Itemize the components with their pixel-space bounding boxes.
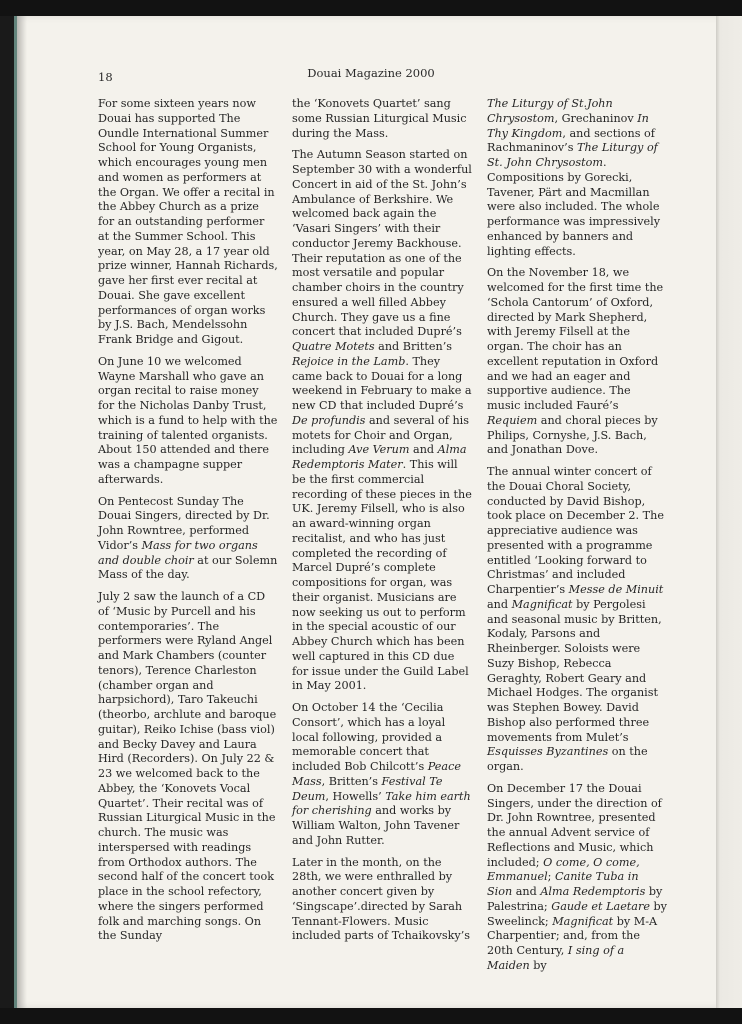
text-run: The annual winter concert of the Douai Choral Society, conducted by David Bishop, took place on December 2. The appreciative audience was presented with a programme entitled ‘Looking forward to Christmas’ and included Charpentier’s: [487, 465, 664, 596]
text-run: and choral pieces by Philips, Cornyshe, J.S. Bach, and Jonathan Dove.: [487, 413, 658, 457]
text-run: and works by William Walton, John Tavener and John Rutter.: [292, 804, 460, 847]
italic-title: Canite Tuba in Sion: [487, 870, 639, 898]
paragraph: [292, 97, 472, 141]
text-run: . Compositions by Gorecki, Tavener, Pärt and Macmillan were also included. The whole performance was impressively enhanced by banners and lighting effects.: [487, 156, 661, 258]
paragraph: [98, 97, 278, 348]
italic-title: The Liturgy of St.John Chrysostom: [487, 97, 613, 125]
italic-title: Messe de Minuit: [568, 583, 664, 596]
italic-title: Take him earth for cherishing: [292, 789, 471, 818]
italic-title: Esquisses Byzantines: [487, 745, 609, 759]
text-run: Later in the month, on the 28th, we were enthralled by another concert given by ‘Singscape’.directed by Sarah Tennant-Flowers. Music included parts of Tchaikovsky’s: [292, 855, 471, 943]
paragraph: [487, 97, 667, 259]
paragraph: [292, 701, 472, 849]
text-run: , and sections of Rachmaninov’s: [487, 126, 655, 155]
italic-title: I sing of a Maiden: [487, 944, 625, 972]
italic-title: O come, O come, Emmanuel: [487, 855, 640, 884]
text-column-3: [487, 97, 667, 981]
paragraph: [98, 495, 278, 584]
text-run: and Britten’s: [374, 340, 453, 353]
text-run: at our Solemn Mass of the day.: [98, 553, 278, 582]
italic-title: Quatre Motets: [292, 340, 375, 353]
italic-title: Alma Redemptoris Mater: [292, 443, 467, 471]
text-run: and: [487, 597, 512, 611]
italic-title: Ave Verum: [348, 443, 410, 457]
italic-title: Magnificat: [552, 914, 614, 928]
text-run: On December 17 the Douai Singers, under the direction of Dr. John Rowntree, presented the annual Advent service of Reflections and Music, which included;: [487, 781, 662, 869]
text-run: On Pentecost Sunday The Douai Singers, directed by Dr. John Rowntree, performed Vidor’s: [98, 494, 270, 552]
text-run: , Britten’s: [321, 774, 382, 788]
text-run: On June 10 we welcomed Wayne Marshall who gave an organ recital to raise money for the Nicholas Danby Trust, which is a fund to help with the training of talented organists. About 150 attended and there was a champagne supper afterwards.: [98, 354, 278, 486]
text-run: For some sixteen years now Douai has supported The Oundle International Summer School for Young Organists, which encourages young men and women as performers at the Organ. We offer a recital in the Abbey Church as a prize for an outstanding performer at the Summer School. This year, on May 28, a 17 year old prize winner, Hannah Richards, gave her first ever recital at Douai. She gave excellent performances of organ works by J.S. Bach, Mendelssohn Frank Bridge and Gigout.: [98, 97, 278, 346]
facing-page-edge: [716, 16, 742, 1008]
italic-title: In Thy Kingdom: [487, 111, 649, 140]
paragraph: [487, 782, 667, 974]
paragraph: [98, 590, 278, 944]
text-run: , Grechaninov: [554, 111, 638, 125]
text-run: on the organ.: [487, 745, 648, 773]
text-run: ;: [547, 870, 555, 884]
text-run: by: [529, 958, 547, 972]
text-run: . They came back to Douai for a long weekend in February to make a new CD that included Dupré’s: [292, 354, 472, 412]
italic-title: De profundis: [292, 413, 366, 427]
text-run: by Pergolesi and seasonal music by Britten, Kodaly, Parsons and Rheinberger. Soloists were Suzy Bishop, Rebecca Geraghty, Robert Geary and Michael Hodges. The organist was Stephen Bowey. David Bishop also performed three movements from Mulet’s: [487, 597, 662, 744]
text-run: and: [512, 885, 541, 898]
gutter-shadow: [17, 16, 27, 1008]
italic-title: Magnificat: [511, 597, 573, 611]
italic-title: Rejoice in the Lamb: [292, 354, 406, 368]
text-run: July 2 saw the launch of a CD of ‘Music by Purcell and his contemporaries’. The performers were Ryland Angel and Mark Chambers (counter tenors), Terence Charleston (chamber organ and harpsichord), Taro Takeuchi (theorbo, archlute and baroque guitar), Reiko Ichise (bass viol) and Becky Davey and Laura Hird (Recorders). On July 22 & 23 we welcomed back to the Abbey, the ‘Konovets Vocal Quartet’. Their recital was of Russian Liturgical Music in the church. The music was interspersed with readings from Orthodox authors. The second half of the concert took place in the school refectory, where the singers performed folk and marching songs. On the Sunday: [98, 590, 277, 943]
text-run: On the November 18, we welcomed for the first time the ‘Schola Cantorum’ of Oxford, directed by Mark Shepherd, with Jeremy Filsell at the organ. The choir has an excellent reputation in Oxford and we had an eager and supportive audience. The music included Fauré’s: [487, 266, 664, 412]
text-run: On October 14 the ‘Cecilia Consort’, which has a loyal local following, provided a memorable concert that included Bob Chilcott’s: [292, 701, 446, 773]
italic-title: Gaude et Laetare: [551, 899, 650, 913]
text-column-2: [292, 97, 472, 951]
italic-title: Peace Mass: [292, 760, 461, 788]
italic-title: Mass for two organs and double choir: [98, 538, 258, 567]
text-run: by Palestrina;: [487, 885, 663, 913]
text-run: the ‘Konovets Quartet’ sang some Russian Liturgical Music during the Mass.: [292, 97, 467, 140]
paragraph: [487, 465, 667, 775]
paragraph: [292, 148, 472, 694]
text-run: and several of his motets for Choir and Organ, including: [292, 413, 469, 457]
text-run: The Autumn Season started on September 30 with a wonderful Concert in aid of the St. John’s Ambulance of Berkshire. We welcomed back again the ‘Vasari Singers’ with their conductor Jeremy Backhouse. Their reputation as one of the most versatile and popular chamber choirs in the country ensured a well filled Abbey Church. They gave us a fine concert that included Dupré’s: [292, 148, 472, 339]
text-run: by M-A Charpentier; and, from the 20th Century,: [487, 914, 658, 957]
italic-title: Festival Te Deum: [292, 774, 443, 803]
scan-bottom-edge: [0, 1008, 742, 1024]
italic-title: Alma Redemptoris: [540, 885, 646, 898]
page-header: [0, 66, 742, 84]
text-run: . This will be the first commercial recording of these pieces in the UK. Jeremy Filsell, who is also an award-winning organ recitalist, and who has just completed the recording of Marcel Dupré’s complete compositions for organ, was their organist. Musicians are now seeking us out to perform in the special acoustic of our Abbey Church which has been well captured in this CD due for issue under the Guild Label in May 2001.: [292, 458, 472, 693]
italic-title: Requiem: [487, 413, 538, 427]
page-number: 18: [98, 70, 113, 84]
text-column-1: [98, 97, 278, 951]
text-run: by Sweelinck;: [487, 899, 667, 928]
text-run: and: [409, 443, 438, 457]
paragraph: [98, 355, 278, 488]
magazine-title: Douai Magazine 2000: [307, 66, 435, 80]
paragraph: [487, 266, 667, 458]
text-run: , Howells’: [325, 789, 386, 803]
scan-top-edge: [0, 0, 742, 16]
paragraph: [292, 856, 472, 945]
italic-title: The Liturgy of St. John Chrysostom: [487, 141, 658, 169]
